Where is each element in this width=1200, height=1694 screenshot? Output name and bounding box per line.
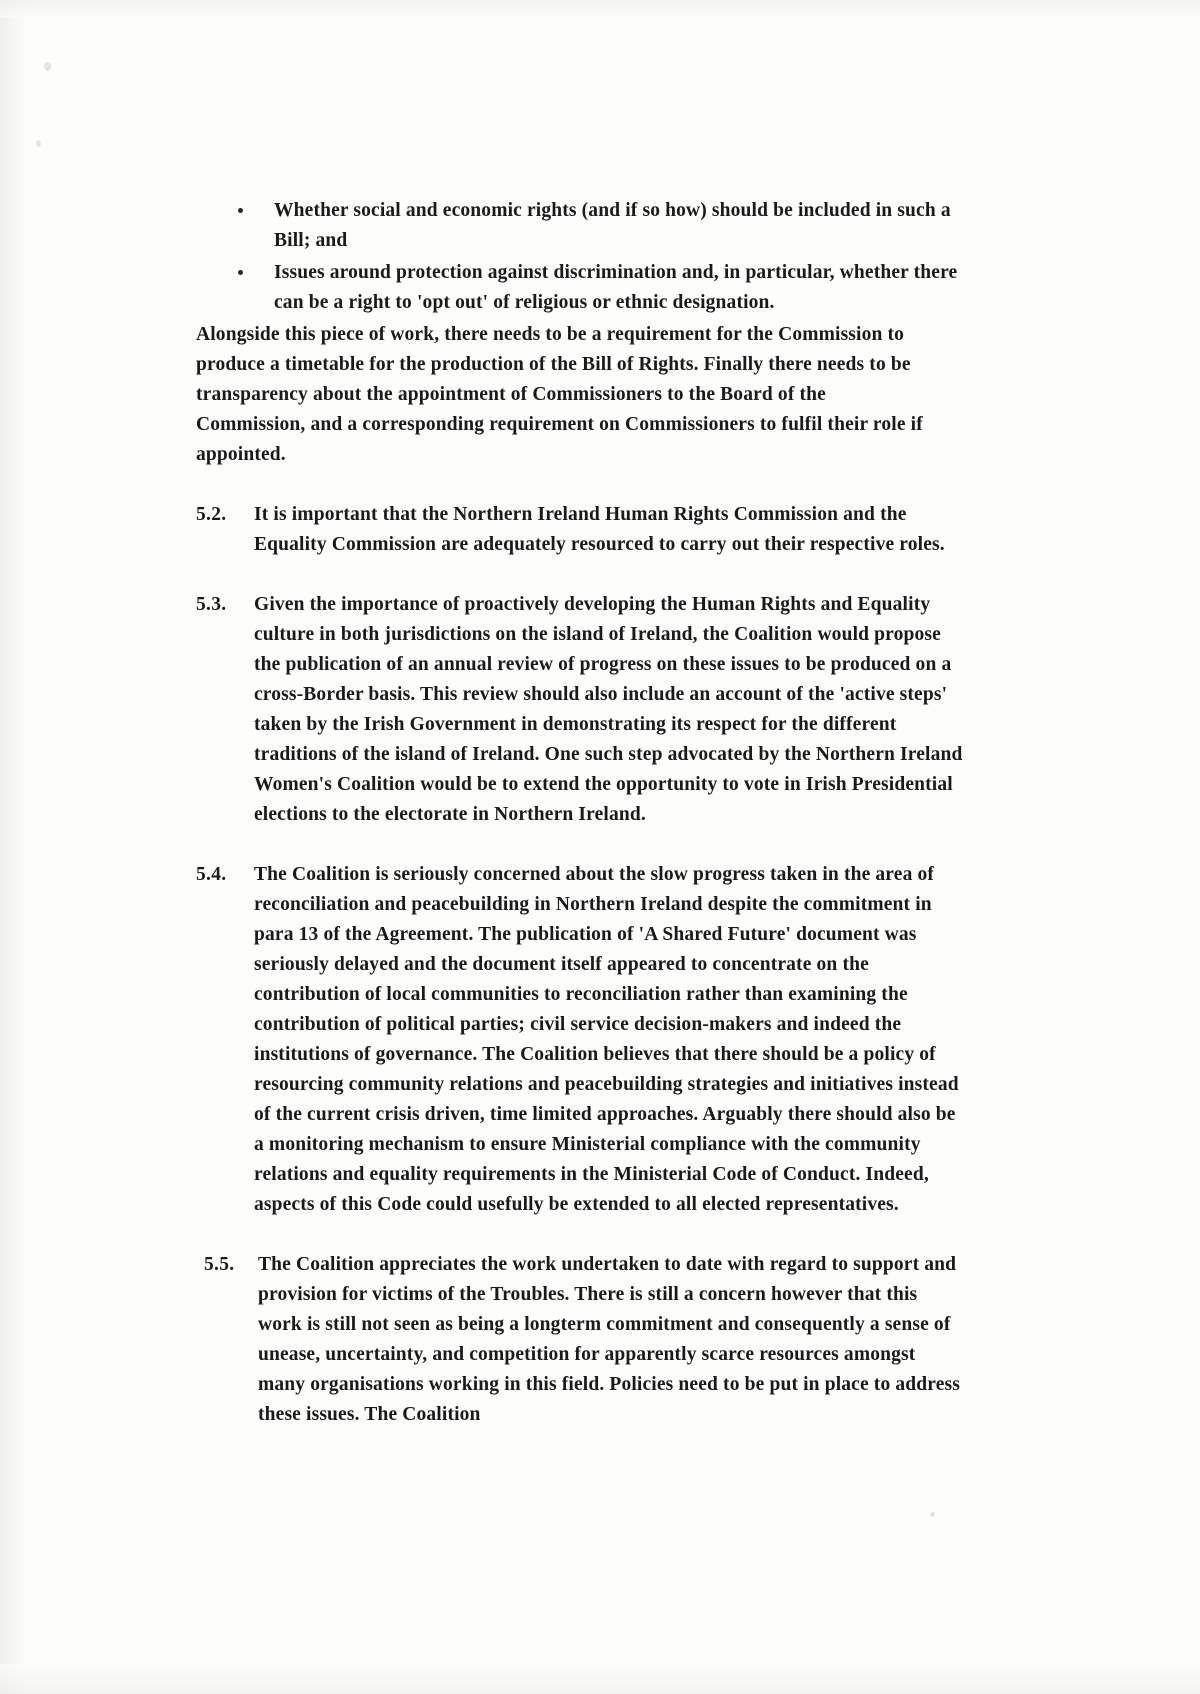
page-edge-shadow-top [0, 0, 1200, 18]
document-body [196, 196, 966, 1430]
bullet-list [196, 196, 966, 318]
list-item [196, 196, 966, 256]
scan-speck [44, 62, 51, 71]
bullet-dot-icon [238, 270, 243, 275]
paragraph-text: The Coalition is seriously concerned about the slow progress taken in the area of reconciliation and peacebuilding in Northern Ireland despite the commitment in para 13 of the Agreement. The publication of 'A Shared Future' document was seriously delayed and the document itself appeared to concentrate on the contribution of local communities to reconciliation rather than examining the contribution of political parties; civil service decision-makers and indeed the institutions of governance. The Coalition believes that there should be a policy of resourcing community relations and peacebuilding strategies and initiatives instead of the current crisis driven, time limited approaches. Arguably there should also be a monitoring mechanism to ensure Ministerial compliance with the community relations and equality requirements in the Ministerial Code of Conduct. Indeed, aspects of this Code could usefully be extended to all elected representatives. [254, 864, 959, 1215]
paragraph-text: Given the importance of proactively developing the Human Rights and Equality culture in both jurisdictions on the island of Ireland, the Coalition would propose the publication of an annual review of progress on these issues to be produced on a cross-Border basis. This review should also include an account of the 'active steps' taken by the Irish Government in demonstrating its respect for the different traditions of the island of Ireland. One such step advocated by the Northern Ireland Women's Coalition would be to extend the opportunity to vote in Irish Presidential elections to the electorate in Northern Ireland. [254, 594, 963, 825]
numbered-paragraph-5-3 [196, 590, 966, 830]
scan-speck [36, 140, 41, 147]
paragraph-number: 5.3. [196, 594, 227, 615]
page-edge-shadow-left [0, 0, 26, 1694]
page-edge-shadow-bottom [0, 1664, 1200, 1694]
paragraph-text: It is important that the Northern Ireland Human Rights Commission and the Equality Commission are adequately resourced to carry out their respective roles. [254, 504, 945, 555]
paragraph-text: The Coalition appreciates the work undertaken to date with regard to support and provision for victims of the Troubles. There is still a concern however that this work is still not seen as being a longterm commitment and consequently a sense of unease, uncertainty, and competition for apparently scarce resources amongst many organisations working in this field. Policies need to be put in place to address these issues. The Coalition [258, 1254, 960, 1425]
paragraph-number: 5.2. [196, 504, 227, 525]
intro-paragraph: Alongside this piece of work, there needs to be a requirement for the Commission to produce a timetable for the production of the Bill of Rights. Finally there needs to be transparency about the appointment of Commissioners to the Board of the Commission, and a corresponding requirement on Commissioners to fulfil their role if appointed. [196, 324, 923, 465]
list-item [196, 258, 966, 318]
list-item-text: Issues around protection against discrimination and, in particular, whether there can be a right to 'opt out' of religious or ethnic designation. [274, 262, 958, 313]
bullet-dot-icon [238, 208, 243, 213]
numbered-paragraph-5-2 [196, 500, 966, 560]
numbered-paragraph-5-5 [204, 1250, 966, 1430]
paragraph-number: 5.4. [196, 864, 227, 885]
numbered-paragraph-5-4 [196, 860, 966, 1220]
list-item-text: Whether social and economic rights (and if so how) should be included in such a Bill; and [274, 200, 951, 251]
paragraph-number: 5.5. [204, 1254, 235, 1275]
scan-speck [930, 1512, 935, 1517]
